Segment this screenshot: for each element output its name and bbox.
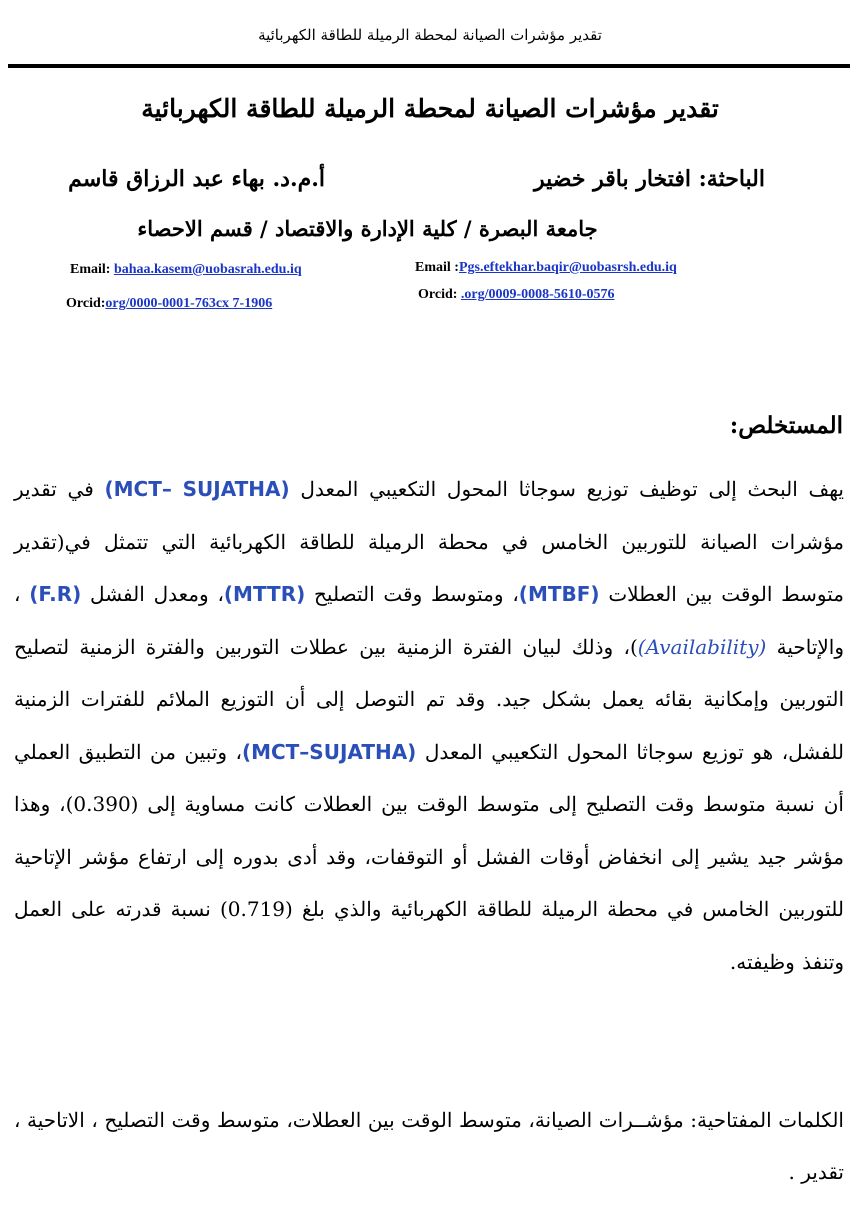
right-orcid-label: Orcid: [418, 287, 461, 302]
abstract-text-d: ، ومعدل الفشل [81, 582, 224, 606]
header-rule [8, 64, 850, 68]
left-orcid-label: Orcid: [66, 296, 106, 311]
abstract-text-e: ، والإتاحية [14, 582, 845, 659]
abstract-text-b: في تقدير مؤشرات الصيانة للتوربين الخامس في محطة الرميلة للطاقة الكهربائية التي تتمثل في(تقدير متوسط الوقت بين العطلات [14, 477, 844, 606]
author-1: الباحثة: افتخار باقر خضير [533, 166, 765, 192]
abstract-text-a: يهف البحث إلى توظيف توزيع سوجاثا المحول التكعيبي المعدل [289, 477, 844, 501]
left-email-line [70, 262, 302, 278]
abstract-heading: المستخلص: [729, 412, 843, 439]
right-email-link[interactable]: Pgs.eftekhar.baqir@uobasrsh.edu.iq [458, 260, 677, 275]
abstract-mct: (MCT– [113, 477, 290, 501]
abstract-text-g: ، وتبين من التطبيق العملي أن نسبة متوسط وقت التصليح إلى متوسط الوقت بين العطلات كانت مساوية إلى (0.390)، وهذا مؤشر جيد يشير إلى انخفاض أوقات الفشل أو التوقفات، وقد أدى بدوره إلى ارتفاع مؤشر الإتاحية للتوربين الخامس في محطة الرميلة للطاقة الكهربائية والذي بلغ (0.719) نسبة قدرته على العمل وتنفذ وظيفته. [14, 739, 844, 974]
left-orcid-line [66, 296, 272, 312]
right-email-label: Email : [415, 260, 459, 275]
abstract-text-f: )، وذلك لبيان الفترة الزمنية بين عطلات التوربين والفترة الزمنية لتصليح التوربين وإمكانية بقائه يعمل بشكل جيد. وقد تم التوصل إلى أن التوزيع الملائم للفترات الزمنية للفشل، هو توزيع سوجاثا المحول التكعيبي المعدل [14, 634, 844, 764]
right-email-line [415, 260, 677, 276]
abstract-text-c: ، ومتوسط وقت التصليح [305, 582, 519, 606]
running-header: تقدير مؤشرات الصيانة لمحطة الرميلة للطاقة الكهربائية [258, 26, 602, 44]
abstract-availability: (Availability) [637, 634, 767, 659]
abstract-paragraph [14, 463, 844, 988]
left-email-label: Email: [70, 262, 114, 277]
abstract-mttr: (MTTR) [223, 582, 306, 606]
abstract-mct-sujatha: (MCT–SUJATHA) [241, 739, 417, 764]
affiliation: جامعة البصرة / كلية الإدارة والاقتصاد / قسم الاحصاء [137, 216, 598, 241]
author-2: أ.م.د. بهاء عبد الرزاق قاسم [68, 166, 325, 192]
left-orcid-link[interactable]: org/0000-0001-763cx 7-1906 [105, 296, 273, 311]
left-email-link[interactable]: bahaa.kasem@uobasrah.edu.iq [113, 262, 302, 277]
abstract-mtbf: (MTBF) [518, 582, 600, 606]
paper-title: تقدير مؤشرات الصيانة لمحطة الرميلة للطاقة الكهربائية [141, 94, 719, 123]
right-orcid-link[interactable]: .org/0009-0008-5610-0576 [460, 287, 615, 302]
keywords-paragraph: الكلمات المفتاحية: مؤشــرات الصيانة، متوسط الوقت بين العطلات، متوسط وقت التصليح ، الاتاحية ، تقدير . [14, 1108, 844, 1184]
abstract-fr: (F.R) [29, 582, 82, 606]
abstract-sujatha: SUJATHA) [104, 477, 281, 501]
right-orcid-line [418, 287, 615, 303]
